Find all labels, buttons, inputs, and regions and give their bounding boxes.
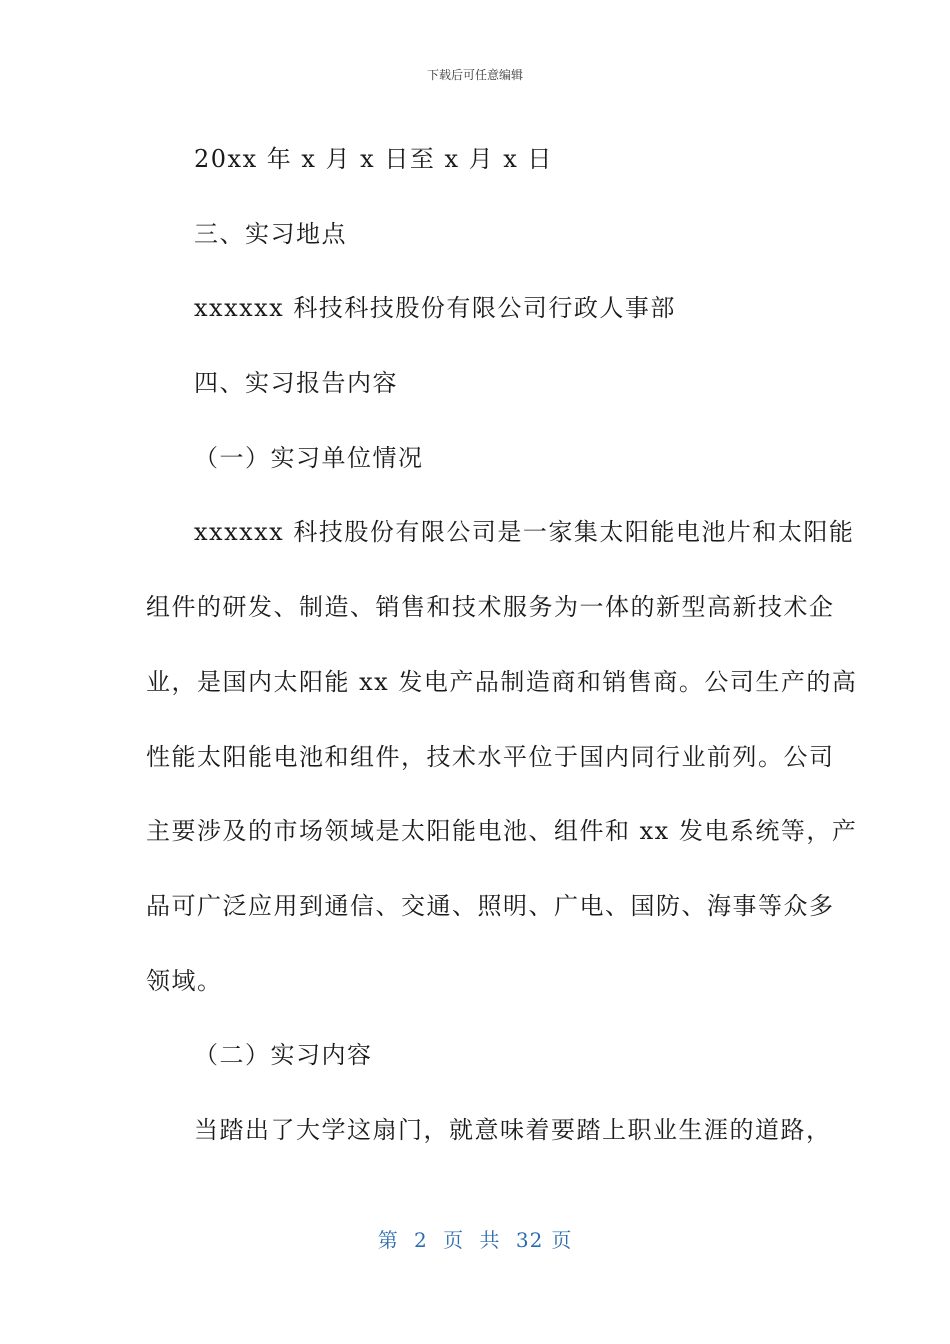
total-page-count: 32 [515,1228,544,1252]
date-range: 20xx 年 x 月 x 日至 x 月 x 日 [194,145,553,173]
paragraph-line: 组件的研发、制造、销售和技术服务为一体的新型高新技术企 [146,593,835,622]
section-title-location: 三、实习地点 [194,219,347,248]
document-body [146,122,858,1168]
paragraph-line: 性能太阳能电池和组件，技术水平位于国内同行业前列。公司 [146,742,835,771]
paragraph-line: 主要涉及的市场领域是太阳能电池、组件和 xx 发电系统等，产 [146,817,858,846]
footer-prefix: 第 [377,1228,399,1252]
footer-total-word: 共 [479,1228,501,1252]
section-title-report-content: 四、实习报告内容 [194,369,398,398]
page-header: 下载后可任意编辑 [426,68,523,82]
paragraph-line: 领域。 [146,966,223,995]
location-text: xxxxxx 科技科技股份有限公司行政人事部 [194,294,676,323]
paragraph-line: 业，是国内太阳能 xx 发电产品制造商和销售商。公司生产的高 [146,667,858,696]
footer-suffix: 页 [551,1228,573,1252]
paragraph-line: 品可广泛应用到通信、交通、照明、广电、国防、海事等众多 [146,891,835,920]
page-footer [0,1224,950,1253]
current-page-number: 2 [414,1228,428,1252]
paragraph-line: xxxxxx 科技股份有限公司是一家集太阳能电池片和太阳能 [194,518,855,547]
subsection-title-unit: （一）实习单位情况 [194,443,424,472]
subsection-title-content: （二）实习内容 [194,1041,373,1070]
footer-page-word: 页 [443,1228,465,1252]
paragraph-line: 当踏出了大学这扇门，就意味着要踏上职业生涯的道路， [194,1115,832,1144]
